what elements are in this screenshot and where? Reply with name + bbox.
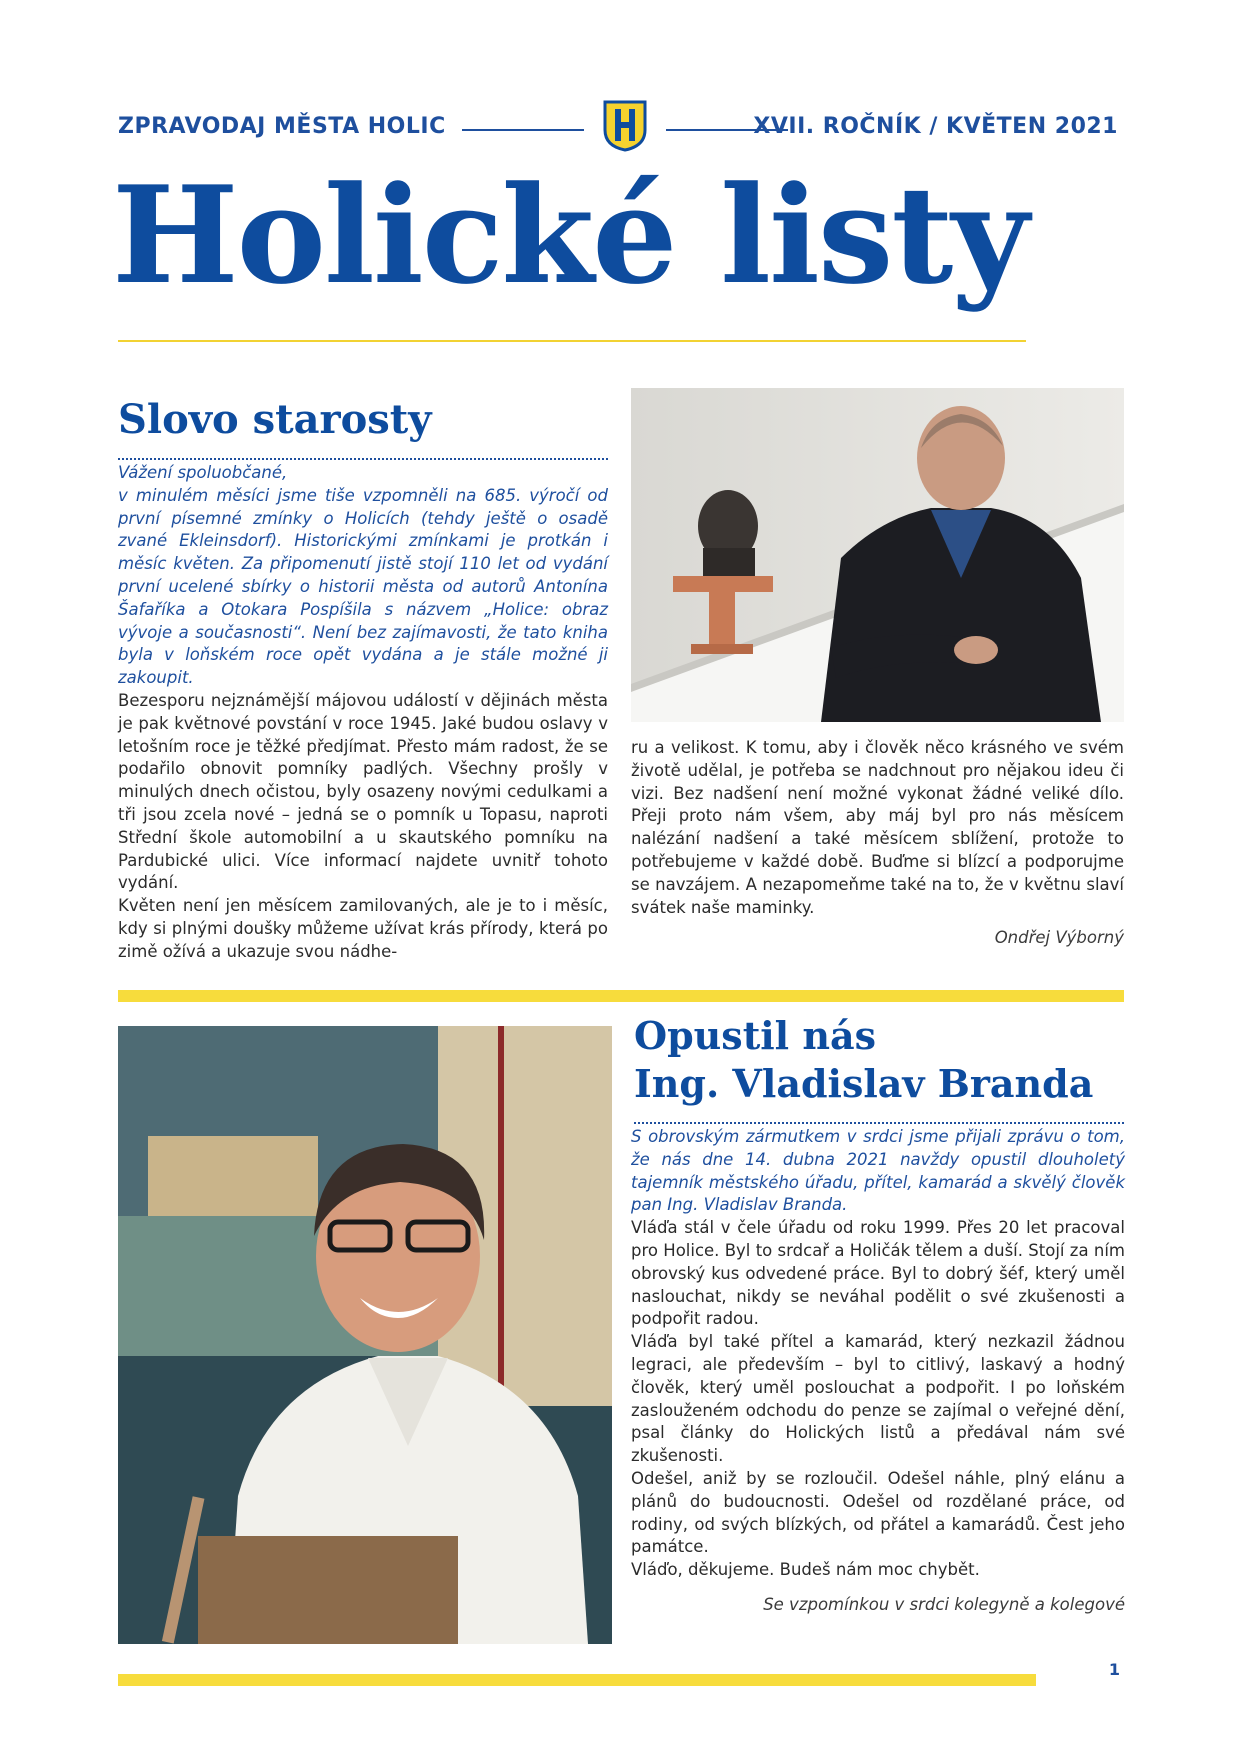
- article1-heading: Slovo starosty: [118, 396, 432, 443]
- newspaper-title: Holické listy: [112, 156, 1028, 314]
- article1-heading-rule: [118, 458, 608, 460]
- town-crest-icon: [603, 100, 647, 152]
- article1-column-1: [118, 462, 608, 964]
- page-number: 1: [1108, 1660, 1120, 1679]
- article1-column-2: [631, 737, 1124, 950]
- article1-lead: Vážení spoluobčané, v minulém měsíci jsme tiše vzpomněli na 685. výročí od první písemné zmínky o Holicích (tehdy ještě o osadě zvané Ekleinsdorf). Historickými zmínkami je protkán i měsíc květen. Za připomenutí jistě stojí 110 let od vydání první ucelené sbírky o historii města od autorů Antonína Šafaříka a Otokara Pospíšila s názvem „Holice: obraz vývoje a současnosti“. Není bez zajímavosti, že tato kniha byla v loňském roce opět vydána a je stále možné ji zakoupit.: [118, 463, 608, 688]
- article2-heading-line1: Opustil nás: [634, 1013, 876, 1058]
- article2-heading-rule: [634, 1122, 1124, 1124]
- article2-body: Vláďa stál v čele úřadu od roku 1999. Přes 20 let pracoval pro Holice. Byl to srdcař a Holičák tělem a duší. Stojí za ním obrovský kus odvedené práce. Byl to dobrý šéf, který uměl naslouchat, nikdy se neváhal podělit o své zkušenosti a podpořit radou. Vláďa byl také přítel a kamarád, který nezkazil žádnou legraci, ale především – byl to citlivý, laskavý a hodný člověk, který uměl poslouchat a podpořit. I po loňském zaslouženém odchodu do penze se zajímal o veřejné dění, psal články do Holických listů a předával nám své zkušenosti. Odešel, aniž by se rozloučil. Odešel náhle, plný elánu a plánů do budoucnosti. Odešel od rozdělané práce, od rodiny, od svých blízkých, od přátel a kamarádů. Čest jeho památce. Vláďo, děkujeme. Budeš nám moc chybět.: [631, 1218, 1125, 1580]
- article2-heading-line2: Ing. Vladislav Branda: [634, 1061, 1094, 1106]
- issue-label: XVII. ROČNÍK / KVĚTEN 2021: [753, 114, 1118, 139]
- footer-band: [118, 1674, 1036, 1686]
- masthead-rule-left: [462, 129, 584, 131]
- article1-body-2: ru a velikost. K tomu, aby i člověk něco krásného ve svém životě udělal, je potřeba se nadchnout pro nějakou ideu či vizi. Bez nadšení není možné vykonat žádné veliké dílo. Přeji proto nám všem, aby máj byl pro nás měsícem nalézání nadšení a také měsícem sblížení, protože to potřebujeme v každé době. Buďme si blízcí a podporujme se navzájem. A nezapomeňme také na to, že v květnu slaví svátek naše maminky.: [631, 738, 1124, 917]
- article1-signature: Ondřej Výborný: [994, 928, 1124, 948]
- section-divider: [118, 990, 1124, 1002]
- title-rule: [118, 340, 1026, 342]
- article2-lead: S obrovským zármutkem v srdci jsme přijali zprávu o tom, že nás dne 14. dubna 2021 navždy opustil dlouholetý tajemník městského úřadu, přítel, kamarád a skvělý člověk pan Ing. Vladislav Branda.: [631, 1127, 1125, 1215]
- article2-heading: [634, 1012, 1093, 1108]
- obituary-photo: [118, 1026, 612, 1644]
- article2-signature: Se vzpomínkou v srdci kolegyně a kolegové: [763, 1594, 1125, 1614]
- article1-body-1: Bezesporu nejznámější májovou událostí v dějinách města je pak květnové povstání v roce 1945. Jaké budou oslavy v letošním roce je těžké předjímat. Přesto mám radost, že se podařilo obnovit pomníky padlých. Všechny prošly v minulých dnech očistou, byly osazeny novými cedulkami a tři jsou zcela nové – jedná se o pomník u Topasu, naproti Střední škole automobilní a u skautského pomníku na Pardubické ulici. Více informací najdete uvnitř tohoto vydání. Květen není jen měsícem zamilovaných, ale je to i měsíc, kdy si plnými doušky můžeme užívat krás přírody, která po zimě ožívá a ukazuje svou nádhe-: [118, 690, 608, 961]
- mayor-photo: [631, 388, 1124, 722]
- publisher-label: ZPRAVODAJ MĚSTA HOLIC: [118, 114, 446, 139]
- article2-body-column: [631, 1126, 1125, 1617]
